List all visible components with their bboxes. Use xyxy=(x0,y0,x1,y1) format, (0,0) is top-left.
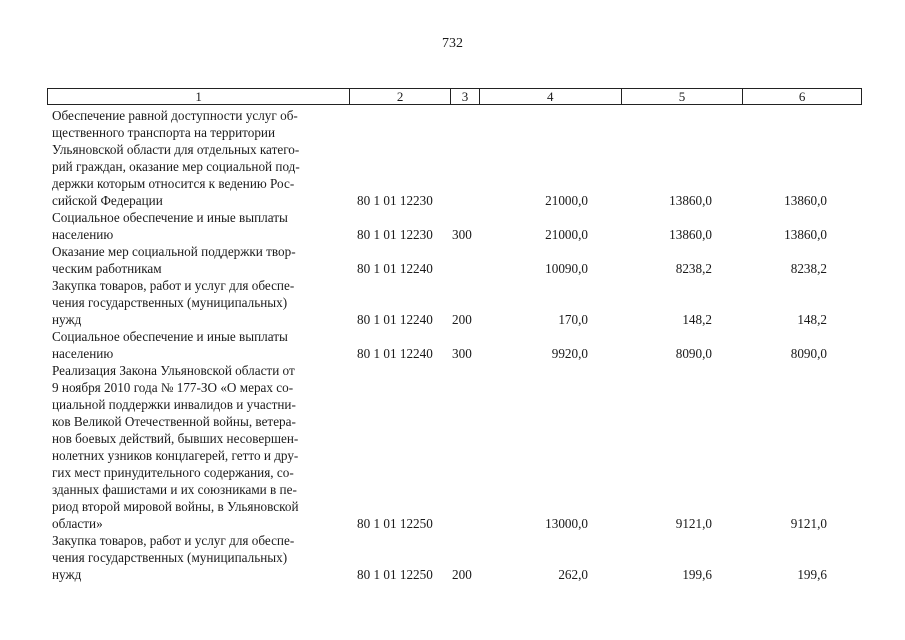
expense-type-code: 300 xyxy=(452,227,472,242)
budget-code: 80 1 01 12230 xyxy=(357,227,433,242)
description-line: циальной поддержки инвалидов и участни- xyxy=(52,397,296,412)
description-line: Социальное обеспечение и иные выплаты xyxy=(52,329,288,344)
amount-col-6: 148,2 xyxy=(797,312,827,327)
description-line: нужд xyxy=(52,312,82,327)
column-header-5: 5 xyxy=(622,89,744,104)
description-line: чения государственных (муниципальных) xyxy=(52,295,288,310)
expense-type-code: 300 xyxy=(452,346,472,361)
row-values xyxy=(52,345,852,362)
description-line: зданных фашистами и их союзниками в пе- xyxy=(52,482,297,497)
table-body xyxy=(52,107,852,583)
column-header-3: 3 xyxy=(451,89,480,104)
amount-col-5: 148,2 xyxy=(682,312,712,327)
amount-col-4: 21000,0 xyxy=(545,227,588,242)
amount-col-5: 13860,0 xyxy=(669,227,712,242)
amount-col-4: 13000,0 xyxy=(545,516,588,531)
amount-col-5: 8090,0 xyxy=(675,346,712,361)
row-description xyxy=(52,362,348,532)
budget-code: 80 1 01 12240 xyxy=(357,312,433,327)
amount-col-6: 8238,2 xyxy=(790,261,827,276)
description-line: Обеспечение равной доступности услуг об- xyxy=(52,108,298,123)
table-row xyxy=(52,328,852,362)
expense-type-code: 200 xyxy=(452,567,472,582)
row-values xyxy=(52,311,852,328)
budget-code: 80 1 01 12250 xyxy=(357,516,433,531)
amount-col-5: 8238,2 xyxy=(675,261,712,276)
description-line: рий граждан, оказание мер социальной под- xyxy=(52,159,300,174)
amount-col-5: 9121,0 xyxy=(675,516,712,531)
amount-col-4: 170,0 xyxy=(558,312,588,327)
amount-col-5: 199,6 xyxy=(682,567,712,582)
amount-col-6: 9121,0 xyxy=(790,516,827,531)
amount-col-6: 199,6 xyxy=(797,567,827,582)
column-header-6: 6 xyxy=(798,89,806,104)
description-line: нов боевых действий, бывших несовершен- xyxy=(52,431,299,446)
column-header-4: 4 xyxy=(480,89,622,104)
page-number: 732 xyxy=(442,36,463,51)
row-values xyxy=(52,515,852,532)
description-line: ков Великой Отечественной войны, ветера- xyxy=(52,414,296,429)
description-line: чения государственных (муниципальных) xyxy=(52,550,288,565)
amount-col-5: 13860,0 xyxy=(669,193,712,208)
row-values xyxy=(52,226,852,243)
expense-type-code: 200 xyxy=(452,312,472,327)
table-row xyxy=(52,362,852,532)
description-line: Ульяновской области для отдельных катего- xyxy=(52,142,300,157)
description-line: Социальное обеспечение и иные выплаты xyxy=(52,210,288,225)
amount-col-6: 13860,0 xyxy=(784,193,827,208)
amount-col-6: 8090,0 xyxy=(790,346,827,361)
description-line: риод второй мировой войны, в Ульяновской xyxy=(52,499,299,514)
table-row xyxy=(52,107,852,209)
amount-col-4: 262,0 xyxy=(558,567,588,582)
description-line: нолетних узников концлагерей, гетто и дру- xyxy=(52,448,299,463)
amount-col-4: 9920,0 xyxy=(551,346,588,361)
description-line: области» xyxy=(52,516,103,531)
table-row xyxy=(52,277,852,328)
row-values xyxy=(52,260,852,277)
description-line: населению xyxy=(52,227,114,242)
description-line: населению xyxy=(52,346,114,361)
description-line: Закупка товаров, работ и услуг для обеспе- xyxy=(52,278,295,293)
description-line: Оказание мер социальной поддержки твор- xyxy=(52,244,296,259)
description-line: сийской Федерации xyxy=(52,193,163,208)
budget-code: 80 1 01 12250 xyxy=(357,567,433,582)
table-row xyxy=(52,243,852,277)
description-line: нужд xyxy=(52,567,82,582)
amount-col-4: 10090,0 xyxy=(545,261,588,276)
row-values xyxy=(52,566,852,583)
description-line: держки которым относится к ведению Рос- xyxy=(52,176,295,191)
amount-col-6: 13860,0 xyxy=(784,227,827,242)
column-header-2: 2 xyxy=(350,89,451,104)
table-header xyxy=(47,88,862,105)
description-line: Реализация Закона Ульяновской области от xyxy=(52,363,295,378)
description-line: Закупка товаров, работ и услуг для обеспе- xyxy=(52,533,295,548)
table-row xyxy=(52,532,852,583)
column-header-1: 1 xyxy=(48,89,350,104)
description-line: щественного транспорта на территории xyxy=(52,125,276,140)
table-row xyxy=(52,209,852,243)
description-line: гих мест принудительного содержания, со- xyxy=(52,465,294,480)
description-line: 9 ноября 2010 года № 177-ЗО «О мерах со- xyxy=(52,380,294,395)
budget-code: 80 1 01 12230 xyxy=(357,193,433,208)
amount-col-4: 21000,0 xyxy=(545,193,588,208)
budget-code: 80 1 01 12240 xyxy=(357,261,433,276)
budget-code: 80 1 01 12240 xyxy=(357,346,433,361)
row-values xyxy=(52,192,852,209)
description-line: ческим работникам xyxy=(52,261,162,276)
